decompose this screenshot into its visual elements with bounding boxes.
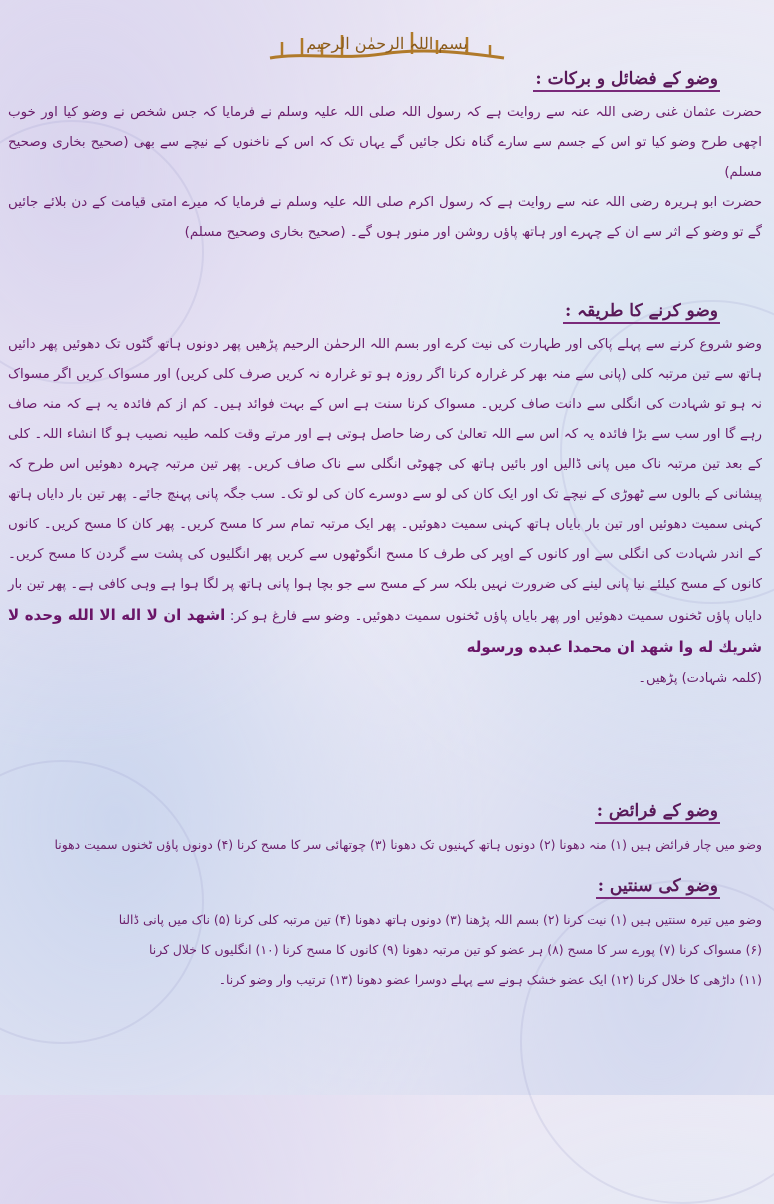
bismillah-calligraphy — [262, 22, 512, 68]
sunnatein-line-2: (۶) مسواک کرنا (۷) پورے سر کا مسح (۸) ہر عضو کو تین مرتبہ دھونا (۹) کانوں کا مسح کرنا (۱۰) انگلیوں کا خلال کرنا — [149, 942, 762, 957]
tareeqa-text: وضو شروع کرنے سے پہلے پاکی اور طہارت کی نیت کرے اور بسم اللہ الرحمٰن الرحیم پڑھیں پھر دونوں ہاتھ گٹوں تک دھوئیں پھر دائیں ہاتھ سے تین مرتبہ کلی (پانی سے منہ بھر کر غرارہ کرنا اگر روزہ ہو تو غرارہ نہ کریں صرف کلی کریں) اور مسواک کریں اگر مسواک نہ ہو تو شہادت کی انگلی سے دانت صاف کریں۔ مسواک کرنا سنت ہے اس کے بہت فوائد ہیں۔ کم از کم فائدہ یہ ہے کہ منہ صاف رہے گا اور سب سے بڑا فائدہ یہ کہ اس سے اللہ تعالیٰ کی رضا حاصل ہوتی ہے اور مرتے وقت کلمہ طیبہ نصیب ہو گا انشاء اللہ۔ کلی کے بعد تین مرتبہ ناک میں پانی ڈالیں اور بائیں ہاتھ کی چھوٹی انگلی سے ناک صاف کریں۔ پھر تین مرتبہ چہرہ دھوئیں اس طرح کہ پیشانی کے بالوں سے ٹھوڑی کے نیچے تک اور ایک کان کی لو سے دوسرے کان کی لو تک۔ سب جگہ پانی پہنچ جائے۔ پھر تین بار دایاں ہاتھ کہنی سمیت دھوئیں اور تین بار بایاں ہاتھ کہنی سمیت دھوئیں۔ پھر ایک مرتبہ تمام سر کا مسح کریں۔ پھر کان کا مسح کریں۔ کانوں کے اندر شہادت کی انگلی سے اور کانوں کے اوپر کی طرف کا مسح انگوٹھوں سے کریں پھر انگلیوں کی پشت سے گردن کا مسح کریں۔ کانوں کے مسح کیلئے نیا پانی لینے کی ضرورت نہیں بلکہ سر کے مسح سے جو بچا ہوا پانی ہاتھ پر لگا ہوا ہے وہی کافی ہے۔ پھر تین بار دایاں پاؤں ٹخنوں سمیت دھوئیں اور پھر بایاں پاؤں ٹخنوں سمیت دھوئیں۔ وضو سے فارغ ہو کر: — [8, 337, 762, 624]
kalima-note: (کلمہ شہادت) پڑھیں۔ — [638, 671, 762, 686]
sunnatein-line-1: وضو میں تیرہ سنتیں ہیں (۱) نیت کرنا (۲) بسم اللہ پڑھنا (۳) دونوں ہاتھ دھونا (۴) تین مرتبہ کلی کرنا (۵) ناک میں پانی ڈالنا — [118, 912, 762, 927]
bismillah-text: بسم اللہ الرحمٰن الرحیم — [306, 34, 468, 53]
faraiz-line: وضو میں چار فرائض ہیں (۱) منہ دھونا (۲) دونوں ہاتھ کہنیوں تک دھونا (۳) چوتھائی سر کا مسح کرنا (۴) دونوں پاؤں ٹخنوں سمیت دھونا — [54, 837, 762, 852]
fazail-paragraph-1: حضرت عثمان غنی رضی اللہ عنہ سے روایت ہے کہ رسول اللہ صلی اللہ علیہ وسلم نے فرمایا کہ جس شخص نے وضو کیا اور خوب اچھی طرح وضو کیا تو اس کے جسم سے سارے گناہ نکل جائیں گے یہاں تک کہ اس کے ناخنوں کے نیچے سے بھی (صحیح بخاری وصحیح مسلم) — [8, 105, 762, 180]
heading-tareeqa: وضو کرنے کا طریقہ : — [563, 300, 720, 324]
fazail-paragraph-2: حضرت ابو ہریرہ رضی اللہ عنہ سے روایت ہے کہ رسول اکرم صلی اللہ علیہ وسلم نے فرمایا کہ میرے امتی قیامت کے دن بلائے جائیں گے تو وضو کے اثر سے ان کے چہرے اور ہاتھ پاؤں روشن اور منور ہوں گے۔ (صحیح بخاری وصحیح مسلم) — [8, 195, 762, 240]
tareeqa-paragraph — [8, 330, 762, 664]
section-sunnatein — [8, 876, 762, 995]
sunnatein-line-3: (۱۱) داڑھی کا خلال کرنا (۱۲) ایک عضو خشک ہونے سے پہلے دوسرا عضو دھونا (۱۳) ترتیب وار وضو کرنا۔ — [218, 972, 762, 987]
heading-faraiz: وضو کے فرائض : — [595, 800, 720, 824]
section-tareeqa — [8, 300, 762, 694]
section-faraiz — [8, 800, 762, 860]
heading-sunnatein: وضو کی سنتیں : — [596, 876, 720, 899]
section-fazail — [8, 68, 762, 248]
kalima-shahadat: اشهد ان لا اله الا الله وحده لا شريك له وا شهد ان محمدا عبده ورسوله — [8, 606, 762, 656]
heading-fazail: وضو کے فضائل و برکات : — [533, 68, 720, 92]
